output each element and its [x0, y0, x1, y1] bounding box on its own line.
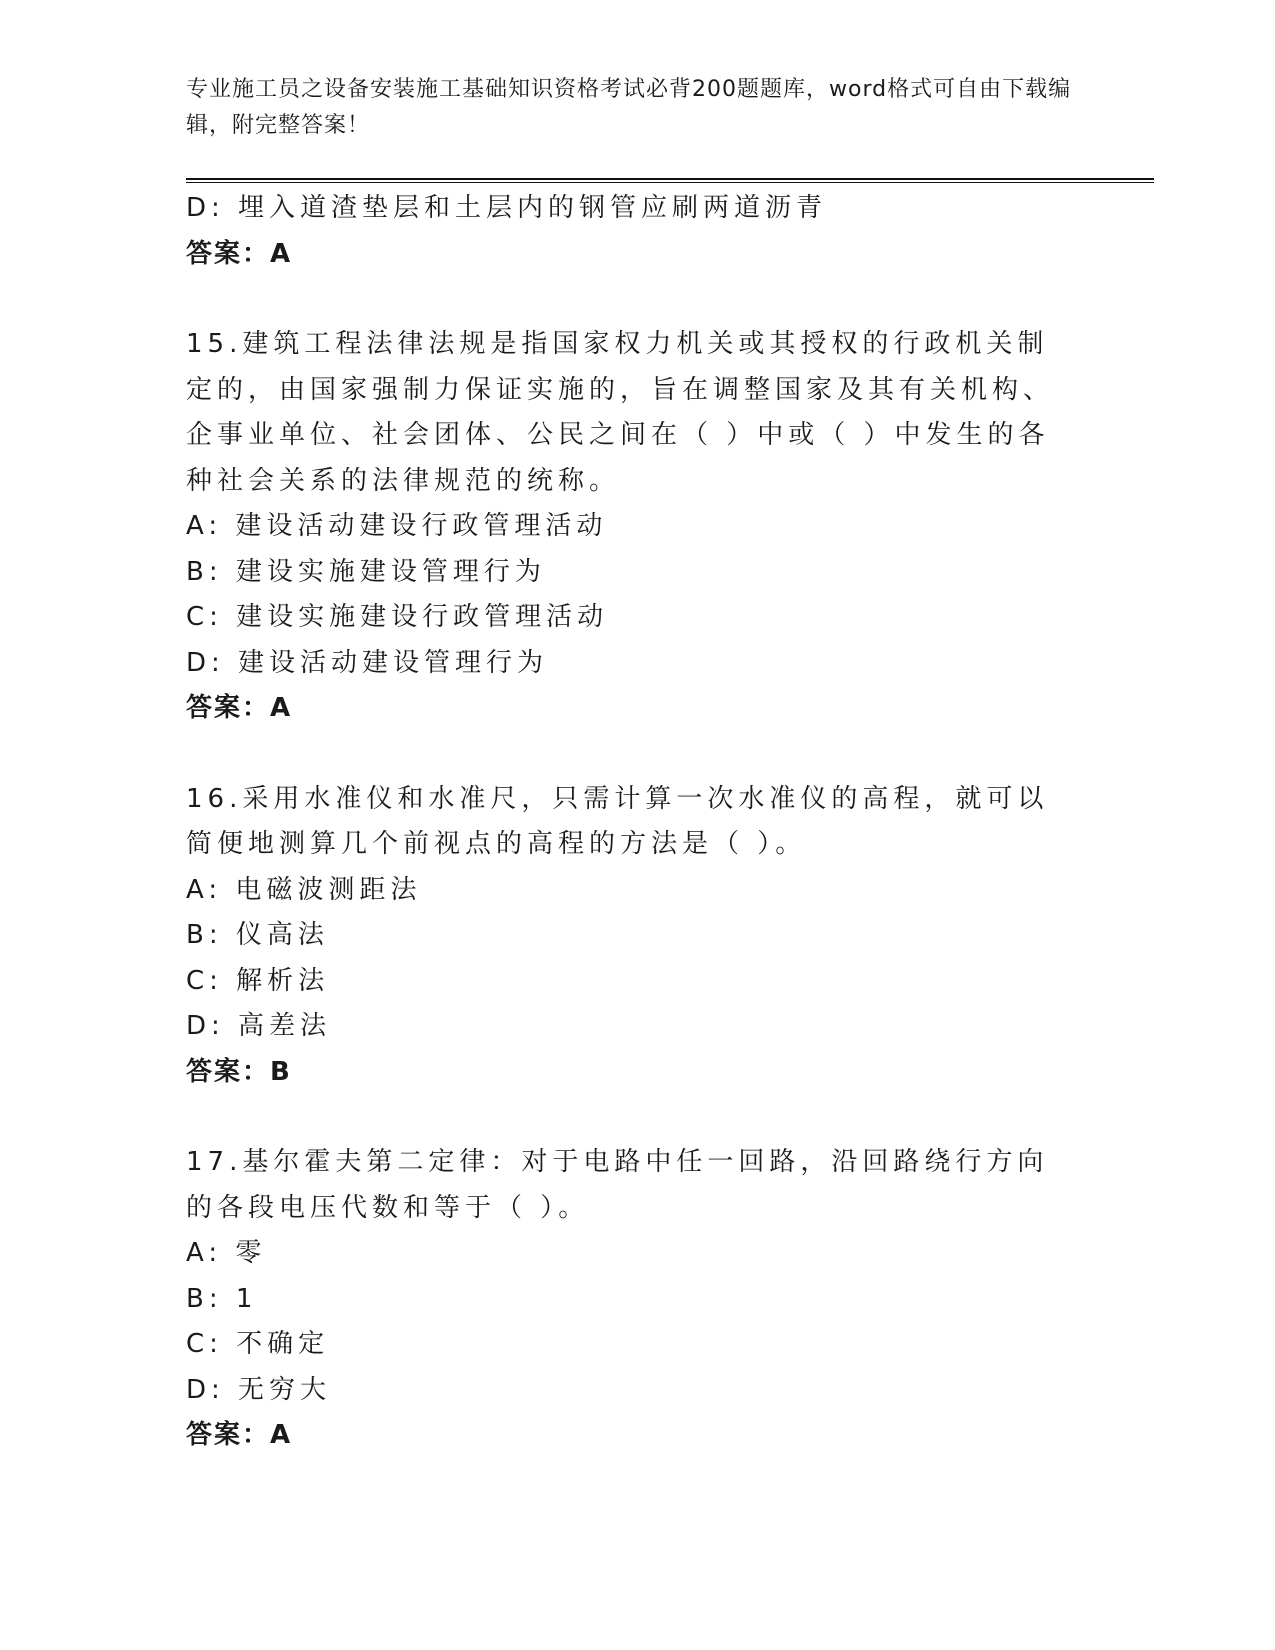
answer-line: 答案：A [186, 1420, 293, 1450]
document-header [186, 72, 1086, 144]
option-d: D: 建设活动建设管理行为 [186, 647, 549, 678]
option-b: B: 建设实施建设管理行为 [186, 556, 546, 587]
option-d: D: 高差法 [186, 1011, 332, 1041]
option-a: A: 电磁波测距法 [186, 874, 422, 905]
option-a: A: 零 [186, 1238, 267, 1268]
question-stem: 17.基尔霍夫第二定律：对于电路中任一回路，沿回路绕行方向的各段电压代数和等于（ ）。 [186, 1147, 1049, 1223]
option-b: B: 仪高法 [186, 920, 329, 950]
option-a: A: 建设活动建设行政管理活动 [186, 511, 608, 541]
question-15 [186, 322, 1086, 732]
option-c: C: 建设实施建设行政管理活动 [186, 602, 609, 632]
option-d: D: 埋入道渣垫层和土层内的钢管应刷两道沥青 [186, 193, 828, 223]
option-c: C: 解析法 [186, 965, 330, 996]
option-d: D: 无穷大 [186, 1374, 332, 1405]
question-16 [186, 777, 1086, 1096]
document-title: 专业施工员之设备安装施工基础知识资格考试必背200题题库，word格式可自由下载编辑，附完整答案！ [186, 77, 1072, 138]
answer-line: 答案：A [186, 238, 293, 269]
answer-line: 答案：B [186, 1056, 292, 1087]
document-body [186, 186, 1086, 1459]
previous-question-tail [186, 186, 1086, 277]
answer-line: 答案：A [186, 693, 293, 723]
question-stem: 16.采用水准仪和水准尺，只需计算一次水准仪的高程，就可以简便地测算几个前视点的高程的方法是（ ）。 [186, 783, 1049, 859]
option-b: B: 1 [186, 1283, 258, 1314]
header-divider-thick [186, 178, 1154, 180]
header-divider-thin [186, 182, 1154, 183]
question-stem: 15.建筑工程法律法规是指国家权力机关或其授权的行政机关制定的，由国家强制力保证实施的，旨在调整国家及其有关机构、企事业单位、社会团体、公民之间在（ ）中或（ ）中发生的各种社会关系的法律规范的统称。 [186, 329, 1055, 496]
option-c: C: 不确定 [186, 1329, 330, 1359]
question-17 [186, 1140, 1086, 1459]
